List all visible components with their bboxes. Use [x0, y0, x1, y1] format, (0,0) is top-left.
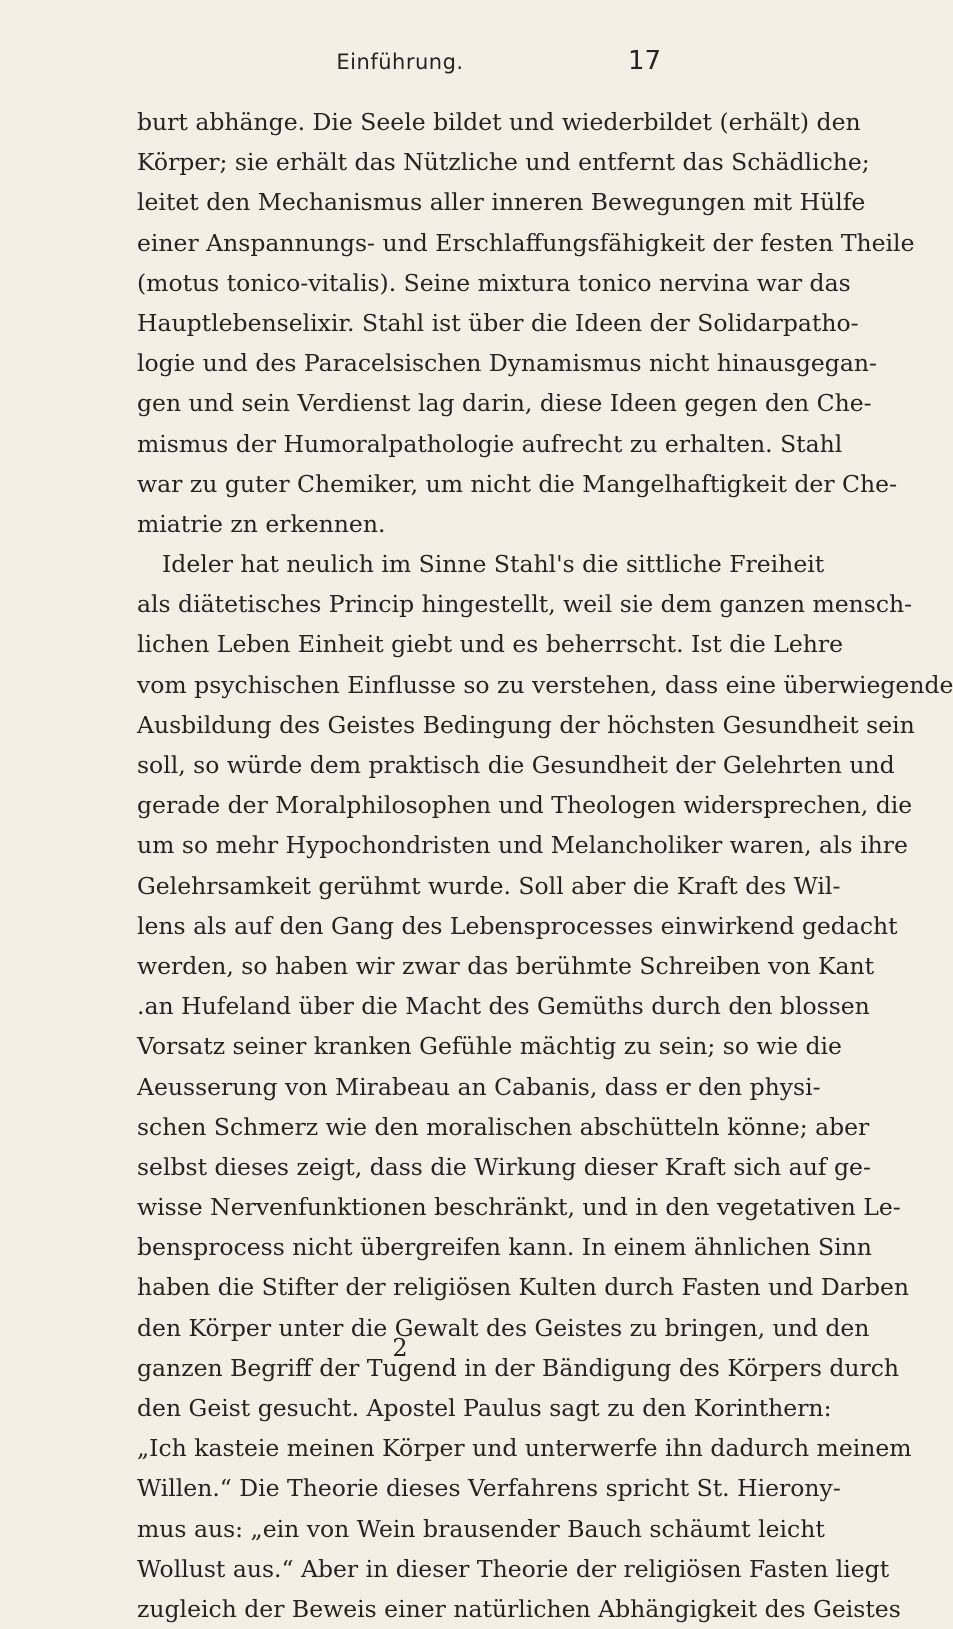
text-line: ganzen Begriff der Tugend in der Bändigung des Körpers durch [137, 1353, 900, 1382]
text-line: gen und sein Verdienst lag darin, diese Ideen gegen den Che- [137, 389, 872, 418]
text-line: wisse Nervenfunktionen beschränkt, und in den vegetativen Le- [137, 1193, 901, 1222]
text-line: Gelehrsamkeit gerühmt wurde. Soll aber die Kraft des Wil- [137, 871, 841, 900]
text-line: selbst dieses zeigt, dass die Wirkung dieser Kraft sich auf ge- [137, 1152, 871, 1181]
text-line: lichen Leben Einheit giebt und es beherrscht. Ist die Lehre [137, 630, 844, 659]
text-line: leitet den Mechanismus aller inneren Bewegungen mit Hülfe [137, 188, 866, 217]
text-line: gerade der Moralphilosophen und Theologen widersprechen, die [137, 791, 913, 820]
text-line: (motus tonico-vitalis). Seine mixtura tonico nervina war das [137, 268, 851, 297]
text-line: burt abhänge. Die Seele bildet und wiederbildet (erhält) den [137, 108, 861, 136]
text-line: zugleich der Beweis einer natürlichen Abhängigkeit des Geistes [137, 1594, 901, 1623]
text-line: vom psychischen Einflusse so zu verstehen, dass eine überwiegende [137, 670, 953, 699]
text-line: war zu guter Chemiker, um nicht die Mangelhaftigkeit der Che- [137, 469, 898, 498]
text-line: .an Hufeland über die Macht des Gemüths durch den blossen [137, 992, 870, 1021]
body-text [137, 102, 953, 1629]
text-line: mismus der Humoralpathologie aufrecht zu erhalten. Stahl [137, 429, 843, 458]
running-title: Einführung. [336, 50, 464, 74]
text-line: Willen.“ Die Theorie dieses Verfahrens spricht St. Hierony- [137, 1474, 841, 1503]
text-line: als diätetisches Princip hingestellt, weil sie dem ganzen mensch- [137, 590, 913, 619]
text-line: haben die Stifter der religiösen Kulten durch Fasten und Darben [137, 1273, 910, 1302]
text-line: Ausbildung des Geistes Bedingung der höchsten Gesundheit sein [137, 710, 915, 739]
page-number: 17 [628, 46, 662, 76]
text-line: den Körper unter die Gewalt des Geistes zu bringen, und den [137, 1313, 870, 1342]
text-line: soll, so würde dem praktisch die Gesundheit der Gelehrten und [137, 751, 895, 779]
text-line: Vorsatz seiner kranken Gefühle mächtig zu sein; so wie die [137, 1032, 842, 1061]
text-line: um so mehr Hypochondristen und Melancholiker waren, als ihre [137, 831, 908, 860]
text-line: lens als auf den Gang des Lebensprocesses einwirkend gedacht [137, 911, 898, 940]
text-line: Ideler hat neulich im Sinne Stahl's die sittliche Freiheit [162, 550, 825, 579]
text-line: Hauptlebenselixir. Stahl ist über die Ideen der Solidarpatho- [137, 308, 859, 337]
text-line: miatrie zn erkennen. [137, 509, 386, 538]
text-line: schen Schmerz wie den moralischen abschütteln könne; aber [137, 1112, 870, 1141]
text-line: Aeusserung von Mirabeau an Cabanis, dass er den physi- [137, 1072, 821, 1101]
text-line: Körper; sie erhält das Nützliche und entfernt das Schädliche; [137, 148, 870, 177]
text-line: den Geist gesucht. Apostel Paulus sagt zu den Korinthern: [137, 1394, 832, 1422]
text-line: Wollust aus.“ Aber in dieser Theorie der religiösen Fasten liegt [137, 1554, 890, 1583]
text-line: mus aus: „ein von Wein brausender Bauch schäumt leicht [137, 1514, 825, 1543]
signature-mark: 2 [392, 1334, 408, 1362]
text-line: einer Anspannungs- und Erschlaffungsfähigkeit der festen Theile [137, 228, 915, 257]
text-line: „Ich kasteie meinen Körper und unterwerfe ihn dadurch meinem [137, 1434, 912, 1463]
text-line: logie und des Paracelsischen Dynamismus nicht hinausgegan- [137, 349, 877, 378]
text-line: werden, so haben wir zwar das berühmte Schreiben von Kant [137, 951, 875, 980]
text-line: bensprocess nicht übergreifen kann. In einem ähnlichen Sinn [137, 1233, 872, 1262]
